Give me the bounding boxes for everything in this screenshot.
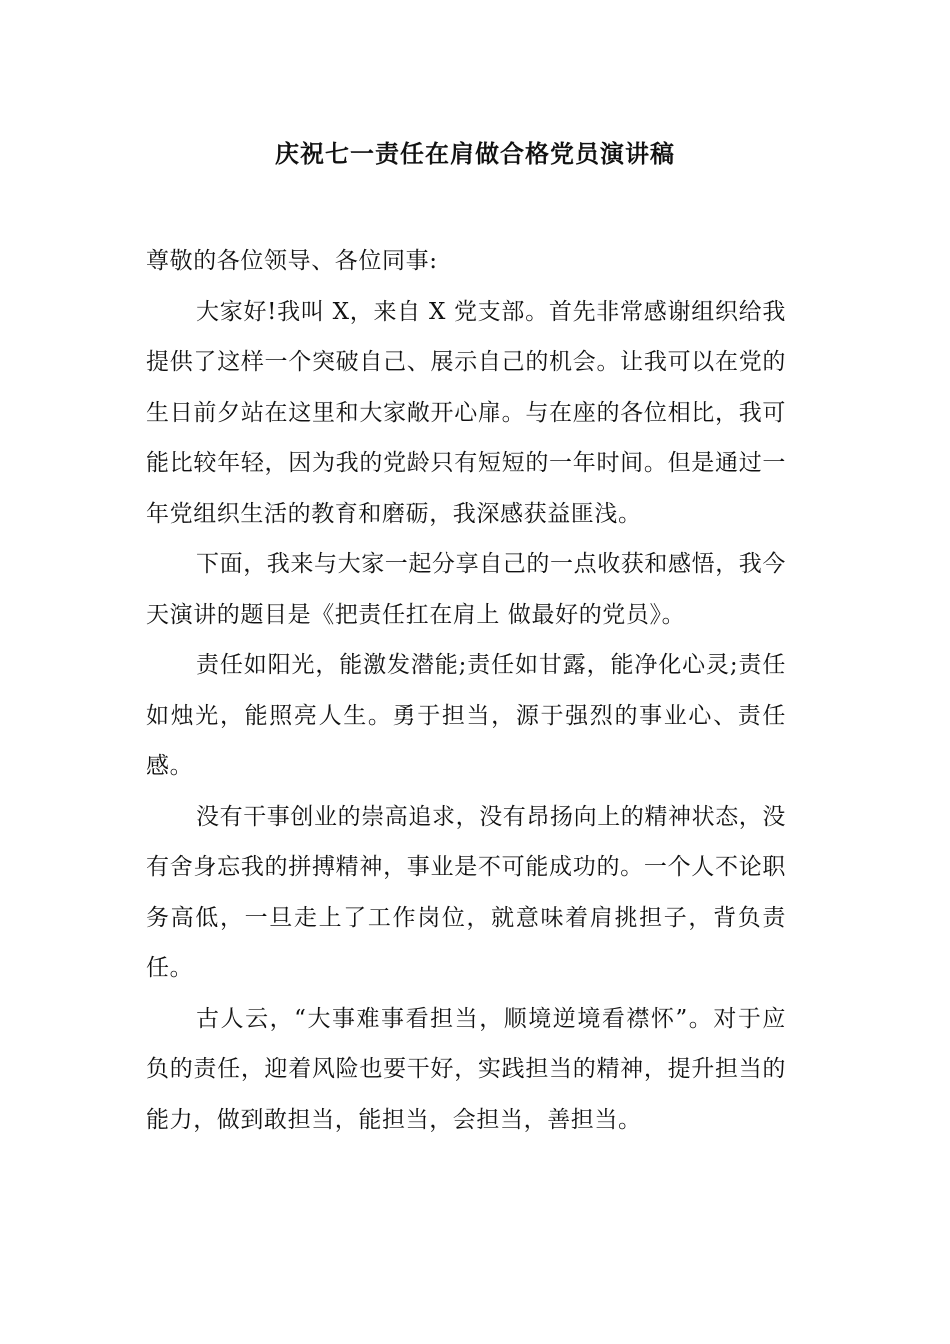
salutation: 尊敬的各位领导、各位同事:: [146, 248, 438, 274]
document-title: 庆祝七一责任在肩做合格党员演讲稿: [275, 139, 675, 168]
document-body: [146, 236, 786, 1145]
paragraph-ancient-saying: 古人云，“大事难事看担当，顺境逆境看襟怀”。对于应负的责任，迎着风险也要干好，实践担当的精神，提升担当的能力，做到敢担当，能担当，会担当，善担当。: [146, 1005, 786, 1133]
paragraph-introduction: 大家好!我叫 X，来自 X 党支部。首先非常感谢组织给我提供了这样一个突破自己、展示自己的机会。让我可以在党的生日前夕站在这里和大家敞开心扉。与在座的各位相比，我可能比较年轻，因为我的党龄只有短短的一年时间。但是通过一年党组织生活的教育和磨砺，我深感获益匪浅。: [146, 298, 786, 527]
paragraph-career-pursuit: 没有干事创业的崇高追求，没有昂扬向上的精神状态，没有舍身忘我的拼搏精神，事业是不可能成功的。一个人不论职务高低，一旦走上了工作岗位，就意味着肩挑担子，背负责任。: [146, 803, 786, 981]
paragraph-responsibility-metaphor: 责任如阳光，能激发潜能;责任如甘露，能净化心灵;责任如烛光，能照亮人生。勇于担当，源于强烈的事业心、责任感。: [146, 652, 786, 779]
paragraph-speech-topic: 下面，我来与大家一起分享自己的一点收获和感悟，我今天演讲的题目是《把责任扛在肩上 做最好的党员》。: [146, 551, 786, 628]
